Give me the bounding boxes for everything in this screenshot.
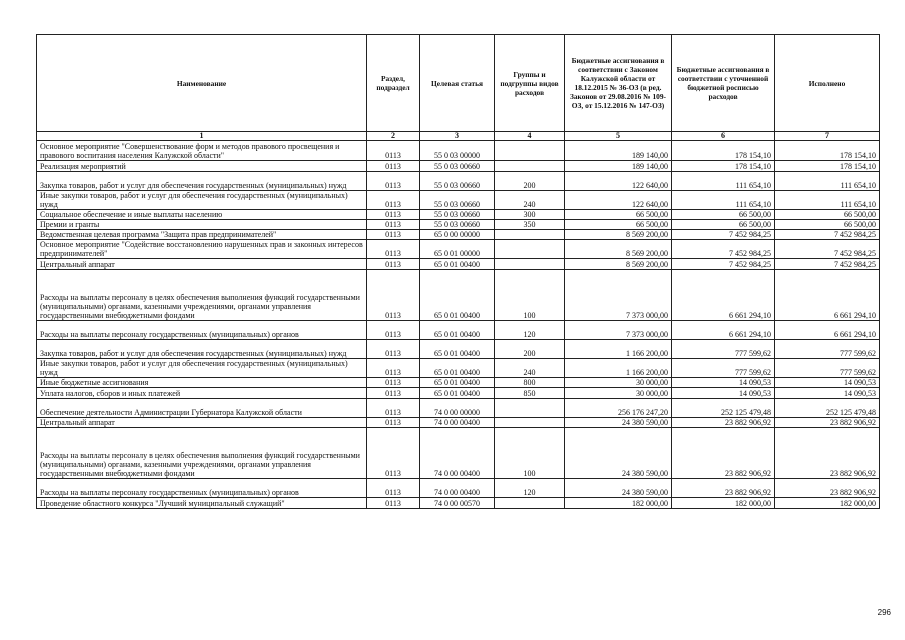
table-cell-budget-list: 182 000,00 bbox=[672, 498, 775, 509]
table-cell-group: 200 bbox=[495, 340, 565, 359]
table-cell-name: Закупка товаров, работ и услуг для обеспечения государственных (муниципальных) нужд bbox=[37, 172, 367, 191]
table-cell-budget-list: 178 154,10 bbox=[672, 161, 775, 172]
table-cell-budget-law: 8 569 200,00 bbox=[565, 230, 672, 240]
table-cell-section: 0113 bbox=[367, 388, 420, 399]
table-cell-target: 65 0 01 00400 bbox=[420, 378, 495, 388]
header-target: Целевая статья bbox=[420, 35, 495, 132]
table-cell-budget-list: 111 654,10 bbox=[672, 172, 775, 191]
column-number: 1 bbox=[37, 132, 367, 141]
table-row bbox=[37, 240, 880, 259]
budget-table bbox=[36, 34, 880, 509]
table-cell-target: 65 0 01 00400 bbox=[420, 340, 495, 359]
table-cell-name: Основное мероприятие "Совершенствование форм и методов правового просвещения и правового воспитания населения Калужской области" bbox=[37, 141, 367, 161]
table-cell-name: Ведомственная целевая программа "Защита прав предпринимателей" bbox=[37, 230, 367, 240]
table-cell-group: 240 bbox=[495, 191, 565, 210]
table-cell-executed: 6 661 294,10 bbox=[775, 270, 880, 321]
table-cell-group bbox=[495, 240, 565, 259]
table-cell-group: 200 bbox=[495, 172, 565, 191]
table-cell-budget-list: 777 599,62 bbox=[672, 340, 775, 359]
table-cell-name: Иные бюджетные ассигнования bbox=[37, 378, 367, 388]
table-cell-budget-list: 7 452 984,25 bbox=[672, 240, 775, 259]
table-cell-target: 55 0 03 00000 bbox=[420, 141, 495, 161]
table-row bbox=[37, 399, 880, 418]
table-cell-executed: 23 882 906,92 bbox=[775, 428, 880, 479]
table-row bbox=[37, 340, 880, 359]
table-cell-target: 65 0 01 00400 bbox=[420, 259, 495, 270]
header-executed: Исполнено bbox=[775, 35, 880, 132]
table-cell-budget-list: 252 125 479,48 bbox=[672, 399, 775, 418]
table-cell-section: 0113 bbox=[367, 210, 420, 220]
table-row bbox=[37, 388, 880, 399]
table-cell-budget-list: 6 661 294,10 bbox=[672, 270, 775, 321]
table-cell-budget-law: 1 166 200,00 bbox=[565, 340, 672, 359]
table-cell-budget-list: 14 090,53 bbox=[672, 388, 775, 399]
table-cell-target: 74 0 00 00400 bbox=[420, 428, 495, 479]
table-cell-name: Реализация мероприятий bbox=[37, 161, 367, 172]
table-cell-section: 0113 bbox=[367, 240, 420, 259]
table-cell-name: Основное мероприятие "Содействие восстановлению нарушенных прав и законных интересов предпринимателей" bbox=[37, 240, 367, 259]
table-row bbox=[37, 191, 880, 210]
table-cell-section: 0113 bbox=[367, 399, 420, 418]
table-cell-budget-law: 30 000,00 bbox=[565, 378, 672, 388]
table-row bbox=[37, 378, 880, 388]
table-cell-target: 55 0 03 00660 bbox=[420, 172, 495, 191]
table-cell-budget-law: 66 500,00 bbox=[565, 210, 672, 220]
table-cell-section: 0113 bbox=[367, 428, 420, 479]
table-body bbox=[37, 141, 880, 509]
table-row bbox=[37, 210, 880, 220]
table-cell-budget-law: 24 380 590,00 bbox=[565, 428, 672, 479]
table-cell-section: 0113 bbox=[367, 230, 420, 240]
header-name: Наименование bbox=[37, 35, 367, 132]
table-cell-budget-law: 24 380 590,00 bbox=[565, 479, 672, 498]
table-cell-budget-list: 6 661 294,10 bbox=[672, 321, 775, 340]
table-row bbox=[37, 428, 880, 479]
table-cell-budget-law: 30 000,00 bbox=[565, 388, 672, 399]
table-cell-executed: 7 452 984,25 bbox=[775, 230, 880, 240]
table-cell-group: 120 bbox=[495, 479, 565, 498]
table-cell-name: Центральный аппарат bbox=[37, 418, 367, 428]
column-number: 6 bbox=[672, 132, 775, 141]
table-cell-group bbox=[495, 399, 565, 418]
table-cell-budget-law: 122 640,00 bbox=[565, 172, 672, 191]
table-cell-budget-law: 182 000,00 bbox=[565, 498, 672, 509]
table-cell-target: 65 0 01 00400 bbox=[420, 388, 495, 399]
table-cell-name: Расходы на выплаты персоналу государственных (муниципальных) органов bbox=[37, 321, 367, 340]
table-cell-name: Уплата налогов, сборов и иных платежей bbox=[37, 388, 367, 399]
table-cell-target: 65 0 00 00000 bbox=[420, 230, 495, 240]
page-number: 296 bbox=[877, 608, 891, 617]
table-cell-target: 65 0 01 00400 bbox=[420, 270, 495, 321]
header-row bbox=[37, 35, 880, 132]
table-cell-budget-law: 189 140,00 bbox=[565, 141, 672, 161]
table-cell-executed: 111 654,10 bbox=[775, 191, 880, 210]
table-cell-budget-law: 256 176 247,20 bbox=[565, 399, 672, 418]
table-cell-executed: 111 654,10 bbox=[775, 172, 880, 191]
table-cell-name: Центральный аппарат bbox=[37, 259, 367, 270]
table-cell-target: 65 0 01 00400 bbox=[420, 321, 495, 340]
table-cell-target: 65 0 01 00400 bbox=[420, 359, 495, 378]
table-cell-budget-list: 7 452 984,25 bbox=[672, 230, 775, 240]
table-cell-executed: 23 882 906,92 bbox=[775, 479, 880, 498]
table-cell-section: 0113 bbox=[367, 378, 420, 388]
table-cell-section: 0113 bbox=[367, 321, 420, 340]
table-cell-budget-law: 189 140,00 bbox=[565, 161, 672, 172]
table-cell-target: 74 0 00 00000 bbox=[420, 399, 495, 418]
table-cell-group: 100 bbox=[495, 428, 565, 479]
column-number-row bbox=[37, 132, 880, 141]
column-number: 3 bbox=[420, 132, 495, 141]
column-number: 2 bbox=[367, 132, 420, 141]
table-cell-budget-law: 1 166 200,00 bbox=[565, 359, 672, 378]
table-row bbox=[37, 479, 880, 498]
header-groups: Группы и подгруппы видов расходов bbox=[495, 35, 565, 132]
table-cell-executed: 23 882 906,92 bbox=[775, 418, 880, 428]
header-budget-list: Бюджетные ассигнования в соответствии с уточненной бюджетной росписью расходов bbox=[672, 35, 775, 132]
table-row bbox=[37, 270, 880, 321]
table-cell-target: 55 0 03 00660 bbox=[420, 220, 495, 230]
table-row bbox=[37, 259, 880, 270]
table-row bbox=[37, 172, 880, 191]
table-cell-name: Иные закупки товаров, работ и услуг для обеспечения государственных (муниципальных) нужд bbox=[37, 359, 367, 378]
table-cell-name: Расходы на выплаты персоналу государственных (муниципальных) органов bbox=[37, 479, 367, 498]
table-cell-group: 350 bbox=[495, 220, 565, 230]
table-cell-section: 0113 bbox=[367, 220, 420, 230]
table-cell-group bbox=[495, 259, 565, 270]
table-cell-section: 0113 bbox=[367, 498, 420, 509]
column-number: 7 bbox=[775, 132, 880, 141]
table-cell-executed: 182 000,00 bbox=[775, 498, 880, 509]
table-cell-budget-list: 111 654,10 bbox=[672, 191, 775, 210]
table-cell-budget-law: 8 569 200,00 bbox=[565, 240, 672, 259]
table-cell-budget-law: 24 380 590,00 bbox=[565, 418, 672, 428]
table-row bbox=[37, 220, 880, 230]
table-cell-budget-list: 7 452 984,25 bbox=[672, 259, 775, 270]
table-cell-executed: 777 599,62 bbox=[775, 340, 880, 359]
table-cell-name: Обеспечение деятельности Администрации Губернатора Калужской области bbox=[37, 399, 367, 418]
table-cell-target: 74 0 00 00570 bbox=[420, 498, 495, 509]
table-cell-executed: 14 090,53 bbox=[775, 388, 880, 399]
column-number: 4 bbox=[495, 132, 565, 141]
table-cell-budget-list: 66 500,00 bbox=[672, 210, 775, 220]
table-cell-budget-list: 178 154,10 bbox=[672, 141, 775, 161]
table-cell-section: 0113 bbox=[367, 172, 420, 191]
table-row bbox=[37, 321, 880, 340]
table-cell-budget-list: 23 882 906,92 bbox=[672, 479, 775, 498]
table-cell-executed: 178 154,10 bbox=[775, 161, 880, 172]
table-cell-group bbox=[495, 161, 565, 172]
table-cell-group: 120 bbox=[495, 321, 565, 340]
table-row bbox=[37, 498, 880, 509]
table-cell-budget-list: 66 500,00 bbox=[672, 220, 775, 230]
table-cell-executed: 6 661 294,10 bbox=[775, 321, 880, 340]
table-cell-group bbox=[495, 230, 565, 240]
table-cell-group: 850 bbox=[495, 388, 565, 399]
table-cell-budget-law: 8 569 200,00 bbox=[565, 259, 672, 270]
table-cell-budget-list: 23 882 906,92 bbox=[672, 428, 775, 479]
table-cell-section: 0113 bbox=[367, 479, 420, 498]
table-cell-target: 74 0 00 00400 bbox=[420, 479, 495, 498]
table-cell-executed: 178 154,10 bbox=[775, 141, 880, 161]
table-cell-executed: 252 125 479,48 bbox=[775, 399, 880, 418]
table-cell-executed: 7 452 984,25 bbox=[775, 259, 880, 270]
table-row bbox=[37, 161, 880, 172]
table-cell-name: Расходы на выплаты персоналу в целях обеспечения выполнения функций государственными (муниципальными) органами, казенными учреждениями, органами управления государственными внебюджетными фондами bbox=[37, 270, 367, 321]
table-cell-name: Проведение областного конкурса "Лучший муниципальный служащий" bbox=[37, 498, 367, 509]
table-cell-section: 0113 bbox=[367, 259, 420, 270]
table-cell-target: 65 0 01 00000 bbox=[420, 240, 495, 259]
table-cell-group bbox=[495, 141, 565, 161]
table-cell-name: Социальное обеспечение и иные выплаты населению bbox=[37, 210, 367, 220]
table-cell-executed: 7 452 984,25 bbox=[775, 240, 880, 259]
table-cell-budget-list: 14 090,53 bbox=[672, 378, 775, 388]
table-cell-name: Расходы на выплаты персоналу в целях обеспечения выполнения функций государственными (муниципальными) органами, казенными учреждениями, органами управления государственными внебюджетными фондами bbox=[37, 428, 367, 479]
table-row bbox=[37, 359, 880, 378]
header-section: Раздел, подраздел bbox=[367, 35, 420, 132]
table-cell-section: 0113 bbox=[367, 141, 420, 161]
table-cell-group: 240 bbox=[495, 359, 565, 378]
table-cell-name: Закупка товаров, работ и услуг для обеспечения государственных (муниципальных) нужд bbox=[37, 340, 367, 359]
table-row bbox=[37, 418, 880, 428]
header-budget-law: Бюджетные ассигнования в соответствии с Законом Калужской области от 18.12.2015 № 36-ОЗ (в ред. Законов от 29.08.2016 № 109-ОЗ, от 15.12.2016 № 147-ОЗ) bbox=[565, 35, 672, 132]
table-cell-group: 100 bbox=[495, 270, 565, 321]
column-number: 5 bbox=[565, 132, 672, 141]
table-cell-budget-list: 777 599,62 bbox=[672, 359, 775, 378]
table-row bbox=[37, 141, 880, 161]
table-cell-target: 55 0 03 00660 bbox=[420, 191, 495, 210]
table-cell-target: 55 0 03 00660 bbox=[420, 210, 495, 220]
table-row bbox=[37, 230, 880, 240]
table-cell-executed: 66 500,00 bbox=[775, 210, 880, 220]
table-cell-budget-law: 7 373 000,00 bbox=[565, 321, 672, 340]
table-cell-group: 800 bbox=[495, 378, 565, 388]
table-cell-section: 0113 bbox=[367, 418, 420, 428]
table-cell-budget-law: 66 500,00 bbox=[565, 220, 672, 230]
table-cell-group bbox=[495, 418, 565, 428]
table-cell-executed: 14 090,53 bbox=[775, 378, 880, 388]
table-cell-group bbox=[495, 498, 565, 509]
table-cell-budget-law: 122 640,00 bbox=[565, 191, 672, 210]
table-cell-section: 0113 bbox=[367, 191, 420, 210]
table-cell-executed: 66 500,00 bbox=[775, 220, 880, 230]
table-cell-executed: 777 599,62 bbox=[775, 359, 880, 378]
table-cell-name: Премии и гранты bbox=[37, 220, 367, 230]
table-cell-target: 74 0 00 00400 bbox=[420, 418, 495, 428]
table-cell-group: 300 bbox=[495, 210, 565, 220]
table-cell-budget-law: 7 373 000,00 bbox=[565, 270, 672, 321]
table-cell-section: 0113 bbox=[367, 161, 420, 172]
table-cell-section: 0113 bbox=[367, 340, 420, 359]
table-cell-section: 0113 bbox=[367, 359, 420, 378]
table-cell-budget-list: 23 882 906,92 bbox=[672, 418, 775, 428]
table-cell-name: Иные закупки товаров, работ и услуг для обеспечения государственных (муниципальных) нужд bbox=[37, 191, 367, 210]
table-cell-section: 0113 bbox=[367, 270, 420, 321]
table-cell-target: 55 0 03 00660 bbox=[420, 161, 495, 172]
